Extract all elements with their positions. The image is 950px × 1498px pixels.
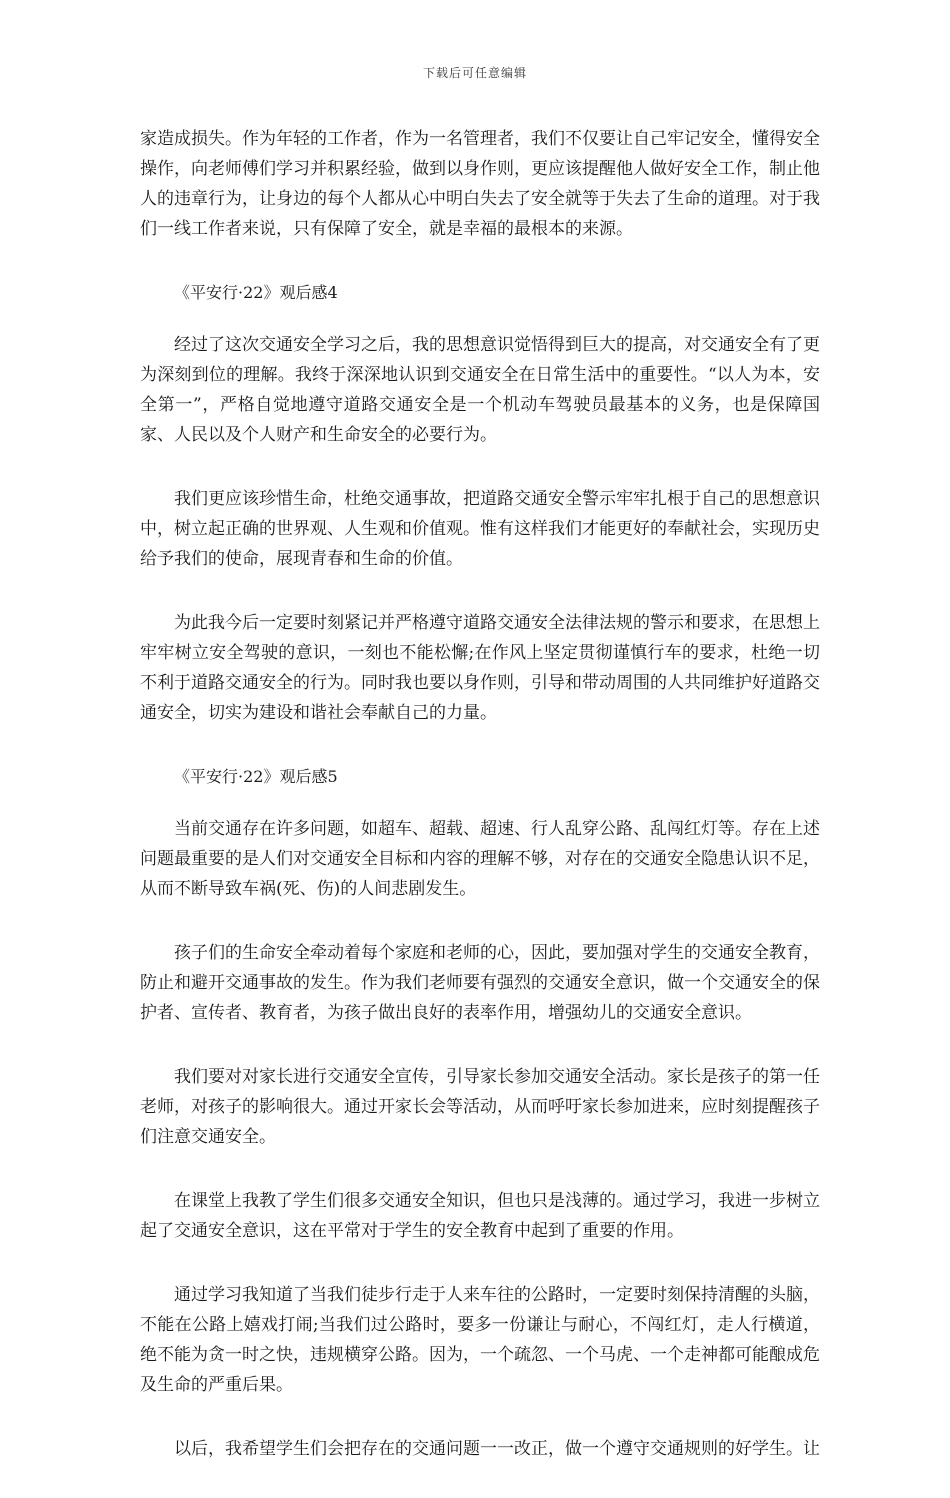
paragraph: 我们要对对家长进行交通安全宣传，引导家长参加交通安全活动。家长是孩子的第一任老师，对孩子的影响很大。通过开家长会等活动，从而呼吁家长参加进来，应时刻提醒孩子们注意交通安全。 (140, 1067, 820, 1147)
paragraph: 我们更应该珍惜生命，杜绝交通事故，把道路交通安全警示牢牢扎根于自己的思想意识中，树立起正确的世界观、人生观和价值观。惟有这样我们才能更好的奉献社会，实现历史给予我们的使命，展现青春和生命的价值。 (140, 489, 820, 569)
paragraph: 家造成损失。作为年轻的工作者，作为一名管理者，我们不仅要让自己牢记安全，懂得安全操作，向老师傅们学习并积累经验，做到以身作则，更应该提醒他人做好安全工作，制止他人的违章行为，让身边的每个人都从心中明白失去了安全就等于失去了生命的道理。对于我们一线工作者来说，只有保障了安全，就是幸福的最根本的来源。 (140, 129, 820, 239)
section-title: 《平安行·22》观后感5 (174, 767, 338, 786)
paragraph: 经过了这次交通安全学习之后，我的思想意识觉悟得到巨大的提高，对交通安全有了更为深刻到位的理解。我终于深深地认识到交通安全在日常生活中的重要性。“以人为本，安全第一”，严格自觉地遵守道路交通安全是一个机动车驾驶员最基本的义务，也是保障国家、人民以及个人财产和生命安全的必要行为。 (140, 335, 820, 445)
paragraph: 通过学习我知道了当我们徒步行走于人来车往的公路时，一定要时刻保持清醒的头脑，不能在公路上嬉戏打闹;当我们过公路时，要多一份谦让与耐心，不闯红灯，走人行横道，绝不能为贪一时之快，违规横穿公路。因为，一个疏忽、一个马虎、一个走神都可能酿成危及生命的严重后果。 (140, 1285, 820, 1395)
paragraph: 以后，我希望学生们会把存在的交通问题一一改正，做一个遵守交通规则的好学生。让 (174, 1439, 820, 1459)
document-body (140, 124, 820, 1498)
paragraph: 为此我今后一定要时刻紧记并严格遵守道路交通安全法律法规的警示和要求，在思想上牢牢树立安全驾驶的意识，一刻也不能松懈;在作风上坚定贯彻谨慎行车的要求，杜绝一切不利于道路交通安全的行为。同时我也要以身作则，引导和带动周围的人共同维护好道路交通安全，切实为建设和谐社会奉献自己的力量。 (140, 613, 820, 723)
paragraph: 当前交通存在许多问题，如超车、超载、超速、行人乱穿公路、乱闯红灯等。存在上述问题最重要的是人们对交通安全目标和内容的理解不够，对存在的交通安全隐患认识不足，从而不断导致车祸(死、伤)的人间悲剧发生。 (140, 819, 820, 899)
paragraph: 孩子们的生命安全牵动着每个家庭和老师的心，因此，要加强对学生的交通安全教育，防止和避开交通事故的发生。作为我们老师要有强烈的交通安全意识，做一个交通安全的保护者、宣传者、教育者，为孩子做出良好的表率作用，增强幼儿的交通安全意识。 (140, 943, 820, 1023)
section-title: 《平安行·22》观后感4 (174, 283, 338, 302)
page-header: 下载后可任意编辑 (422, 66, 527, 80)
paragraph: 在课堂上我教了学生们很多交通安全知识，但也只是浅薄的。通过学习，我进一步树立起了交通安全意识，这在平常对于学生的安全教育中起到了重要的作用。 (140, 1191, 820, 1241)
